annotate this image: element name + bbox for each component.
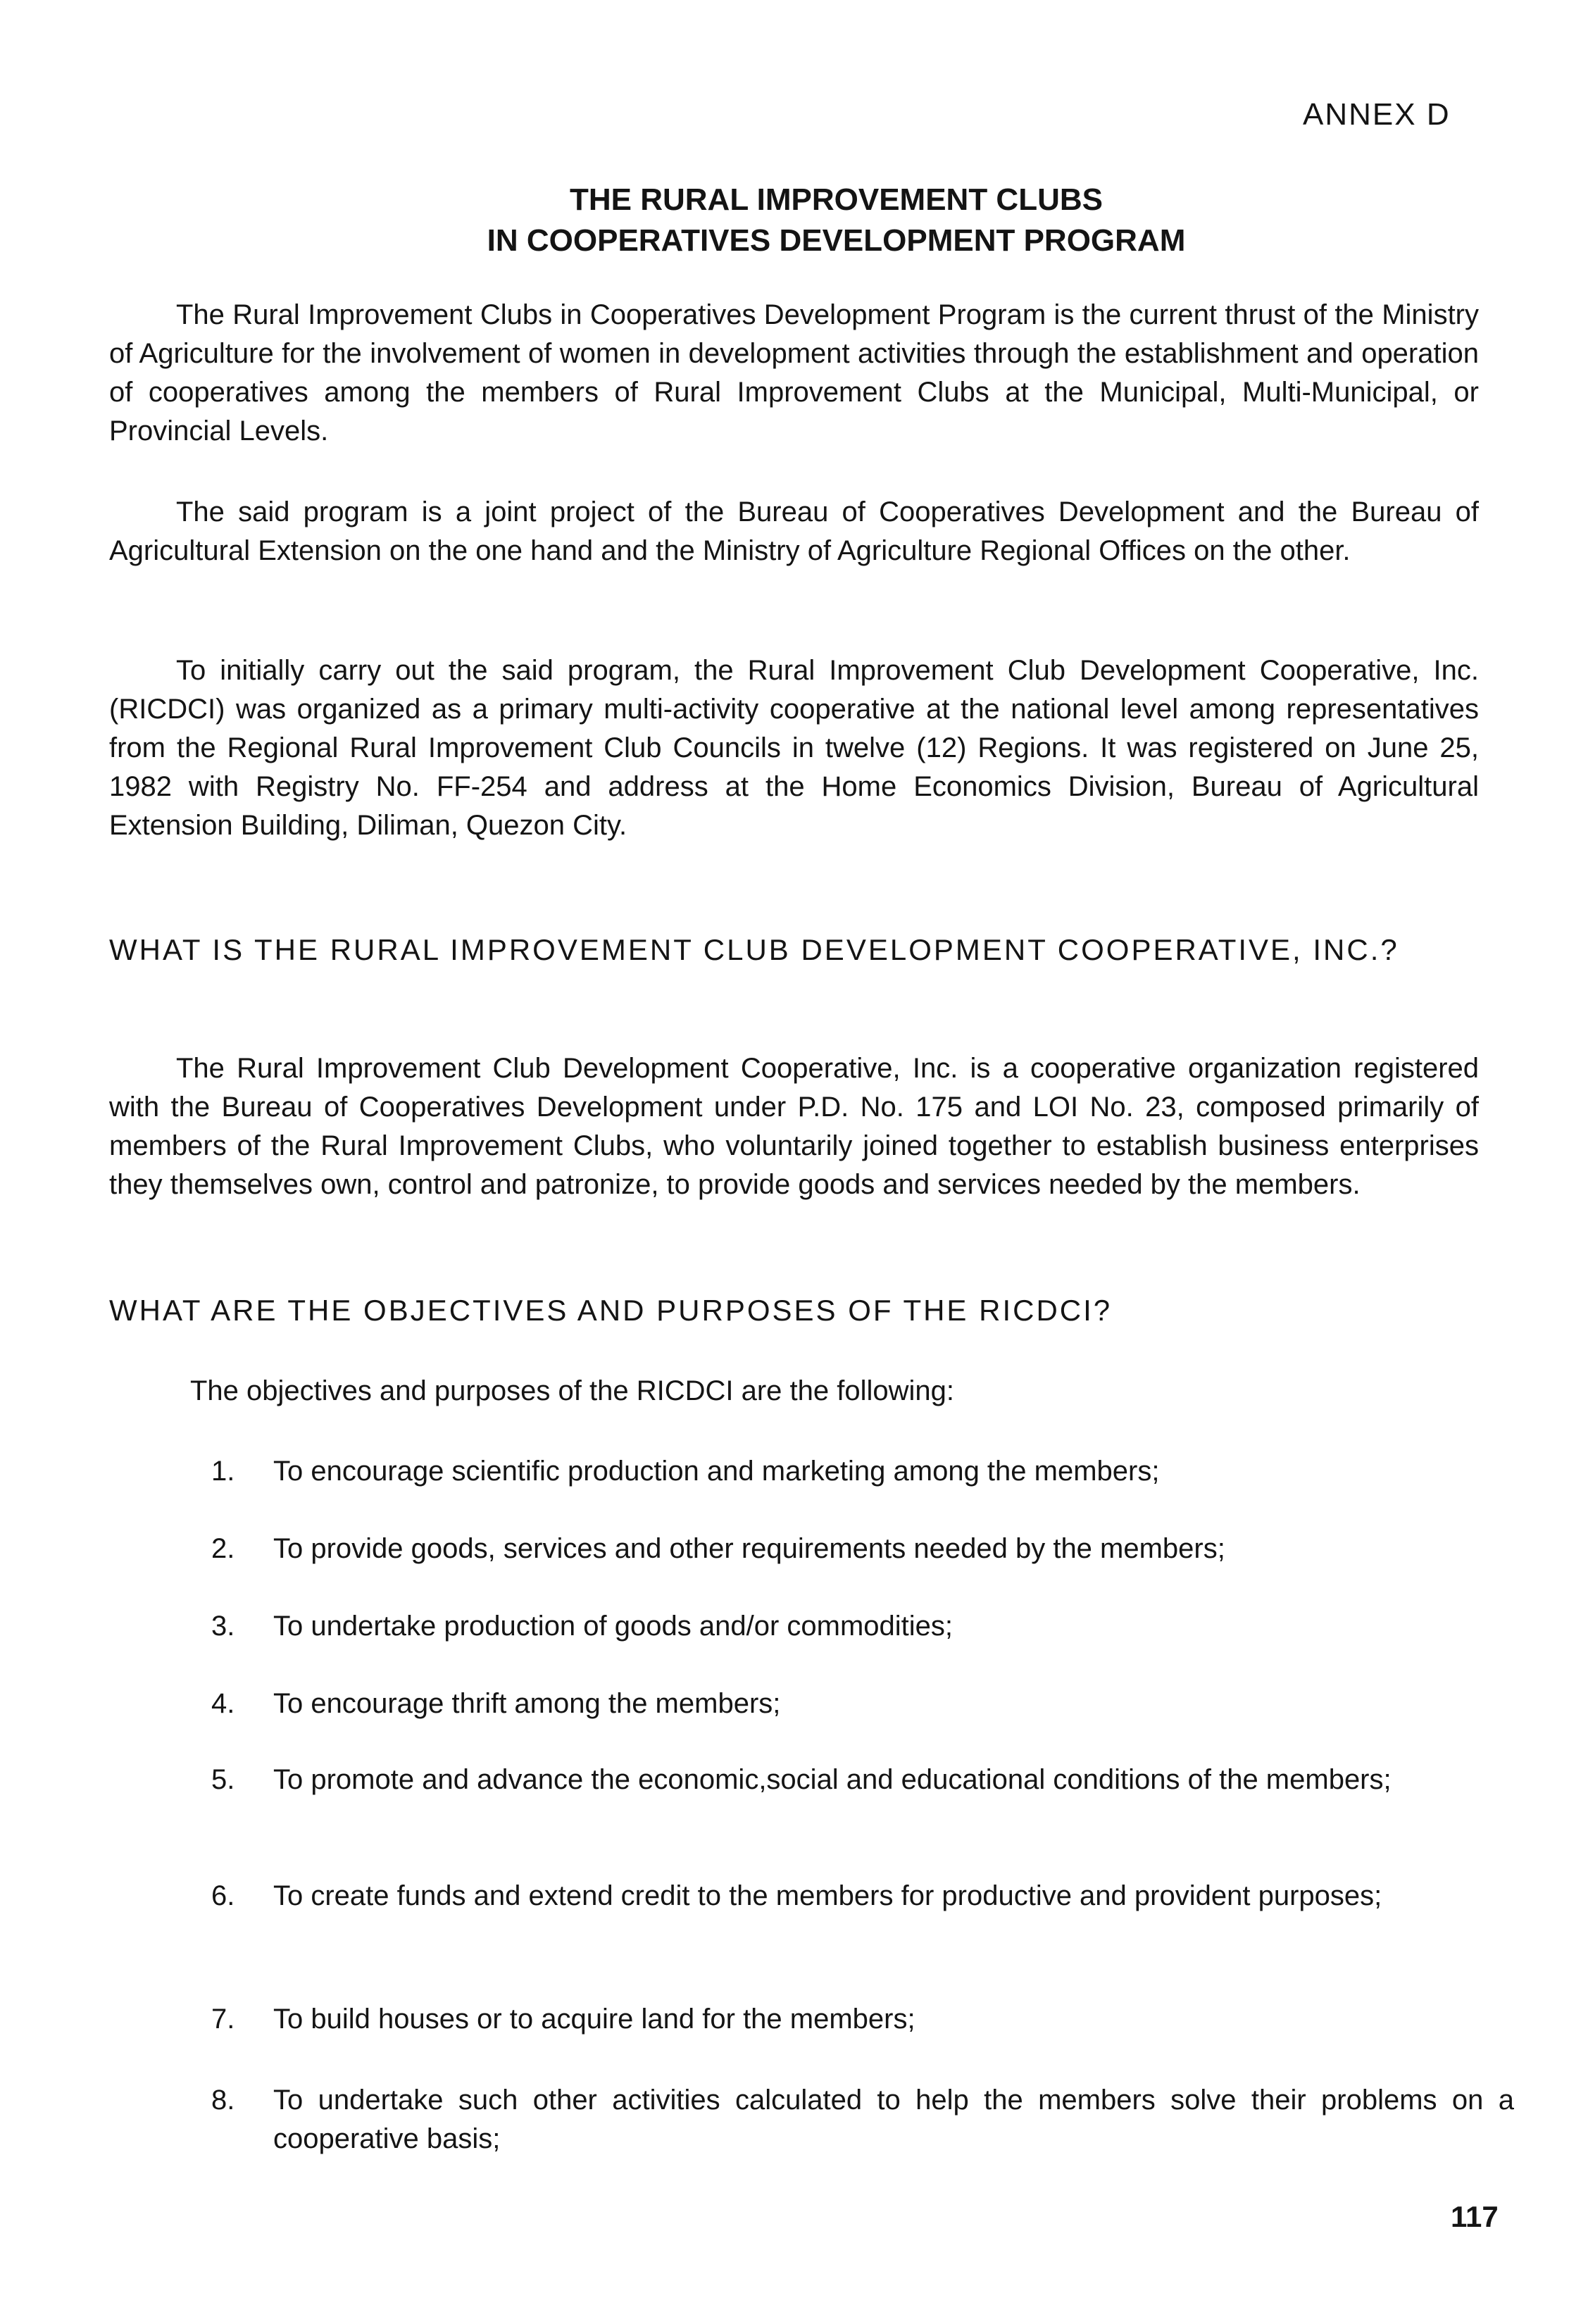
objective-number: 4. (211, 1688, 235, 1719)
objective-item (211, 1452, 1514, 1491)
intro-paragraph (109, 296, 1479, 451)
objective-number: 7. (211, 2004, 235, 2035)
organization-paragraph-text: To initially carry out the said program, the Rural Improvement Club Development Cooperative, Inc. (RICDCI) was organized as a primary multi-activity cooperative at the national level among representatives from the Regional Rural Improvement Club Councils in twelve (12) Regions. It was registered on June 25, 1982 with Registry No. FF-254 and address at the Home Economics Division, Bureau of Agricultural Extension Building, Diliman, Quezon City. (109, 655, 1479, 841)
definition-paragraph (109, 1049, 1479, 1204)
objective-number: 6. (211, 1880, 235, 1911)
objective-number: 1. (211, 1456, 235, 1487)
objectives-lead: The objectives and purposes of the RICDCI are the following: (190, 1375, 955, 1406)
objective-text: To undertake such other activities calculated to help the members solve their problems on a cooperative basis; (273, 2085, 1514, 2154)
objective-item (211, 1685, 1514, 1723)
title-line-2: IN COOPERATIVES DEVELOPMENT PROGRAM (487, 223, 1186, 258)
objective-item (211, 1877, 1514, 1916)
objective-number: 2. (211, 1533, 235, 1564)
document-title (0, 180, 1588, 261)
section2-heading: WHAT ARE THE OBJECTIVES AND PURPOSES OF THE RICDCI? (109, 1294, 1113, 1327)
definition-paragraph-text: The Rural Improvement Club Development Cooperative, Inc. is a cooperative organization registered with the Bureau of Cooperatives Development under P.D. No. 175 and LOI No. 23, composed primarily of members of the Rural Improvement Clubs, who voluntarily joined together to establish business enterprises they themselves own, control and patronize, to provide goods and services needed by the members. (109, 1053, 1479, 1200)
page-number: 117 (1451, 2200, 1499, 2233)
objective-number: 3. (211, 1611, 235, 1642)
objective-item (211, 1607, 1514, 1646)
objective-text: To encourage thrift among the members; (273, 1688, 781, 1719)
section1-heading: WHAT IS THE RURAL IMPROVEMENT CLUB DEVELOPMENT COOPERATIVE, INC.? (109, 933, 1399, 966)
joint-project-paragraph (109, 493, 1479, 570)
objective-item (211, 2000, 1514, 2039)
objective-text: To promote and advance the economic,social and educational conditions of the members; (273, 1764, 1392, 1795)
objective-number: 8. (211, 2085, 235, 2116)
objective-number: 5. (211, 1764, 235, 1795)
objective-text: To build houses or to acquire land for the members; (273, 2004, 915, 2035)
objective-item (211, 1761, 1514, 1799)
joint-project-paragraph-text: The said program is a joint project of the Bureau of Cooperatives Development and the Bureau of Agricultural Extension on the one hand and the Ministry of Agriculture Regional Offices on the other. (109, 496, 1479, 566)
annex-label: ANNEX D (1303, 97, 1451, 132)
title-line-1: THE RURAL IMPROVEMENT CLUBS (570, 182, 1103, 217)
objective-text: To undertake production of goods and/or commodities; (273, 1611, 954, 1642)
objective-text: To encourage scientific production and marketing among the members; (273, 1456, 1160, 1487)
objective-text: To create funds and extend credit to the members for productive and provident purposes; (273, 1880, 1382, 1911)
objective-item (211, 2081, 1514, 2159)
objective-text: To provide goods, services and other requirements needed by the members; (273, 1533, 1225, 1564)
organization-paragraph (109, 651, 1479, 845)
intro-paragraph-text: The Rural Improvement Clubs in Cooperatives Development Program is the current thrust of the Ministry of Agriculture for the involvement of women in development activities through the establishment and operation of cooperatives among the members of Rural Improvement Clubs at the Municipal, Multi-Municipal, or Provincial Levels. (109, 299, 1479, 446)
objective-item (211, 1530, 1514, 1568)
